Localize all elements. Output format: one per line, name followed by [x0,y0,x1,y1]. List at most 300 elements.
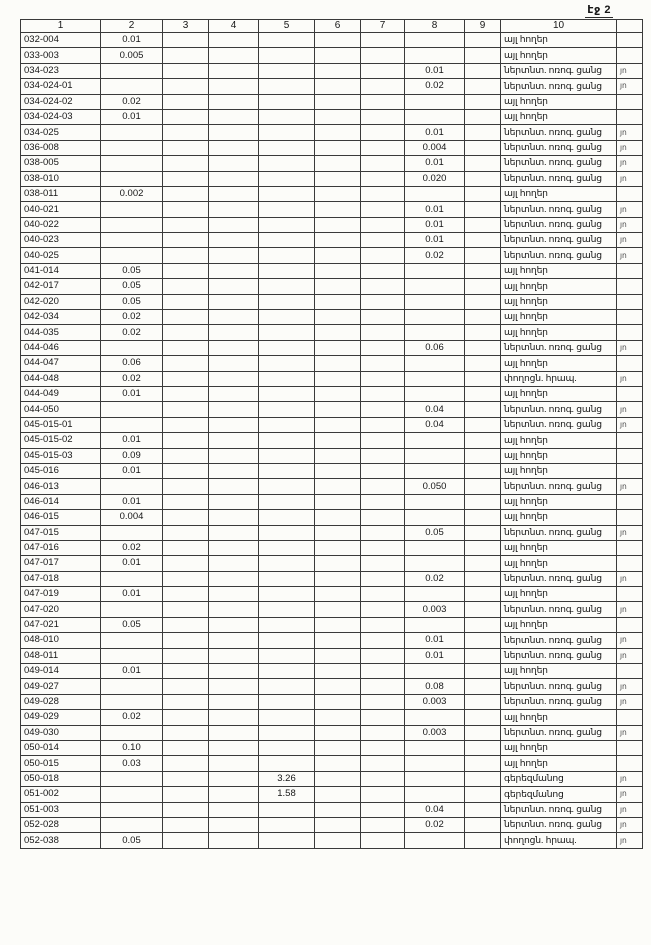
area-col5-cell [259,371,315,386]
area-col8-cell [405,740,465,755]
area-col2-cell: 0.06 [101,356,163,371]
area-col2-cell [101,817,163,832]
area-col5-cell [259,263,315,278]
area-col8-cell [405,617,465,632]
col7-cell [361,79,405,94]
area-col2-cell: 0.01 [101,386,163,401]
parcel-code-cell: 045-015-03 [21,448,101,463]
landuse-label-cell: ներտնտ. ոռոգ. ցանց [501,725,617,740]
area-col5-cell [259,48,315,63]
area-col5-cell [259,294,315,309]
area-col8-cell: 0.01 [405,633,465,648]
area-col5-cell [259,33,315,48]
parcel-code-cell: 032-004 [21,33,101,48]
col6-cell [315,633,361,648]
col4-cell [209,171,259,186]
parcel-code-cell: 046-015 [21,510,101,525]
col3-cell [163,633,209,648]
col9-cell [465,310,501,325]
col6-cell [315,664,361,679]
landuse-label-cell: ներտնտ. ոռոգ. ցանց [501,217,617,232]
table-row [21,463,643,478]
margin-note [617,263,643,278]
margin-note: յո [617,679,643,694]
col4-cell [209,540,259,555]
area-col2-cell: 0.01 [101,433,163,448]
area-col2-cell: 0.01 [101,664,163,679]
col4-cell [209,63,259,78]
parcel-code-cell: 050-015 [21,756,101,771]
area-col8-cell [405,833,465,848]
area-col5-cell [259,63,315,78]
parcel-code-cell: 034-025 [21,125,101,140]
table-row [21,248,643,263]
col9-cell [465,494,501,509]
area-col2-cell: 0.03 [101,756,163,771]
parcel-code-cell: 040-025 [21,248,101,263]
landuse-label-cell: այլ հողեր [501,48,617,63]
parcel-code-cell: 042-020 [21,294,101,309]
col6-cell [315,109,361,124]
landuse-label-cell: այլ հողեր [501,587,617,602]
area-col5-cell [259,648,315,663]
area-col8-cell: 0.02 [405,79,465,94]
col7-cell [361,463,405,478]
col6-cell [315,294,361,309]
col6-cell [315,248,361,263]
area-col2-cell: 0.01 [101,463,163,478]
parcel-code-cell: 044-048 [21,371,101,386]
col9-cell [465,48,501,63]
table-row [21,771,643,786]
margin-note [617,33,643,48]
area-col5-cell [259,740,315,755]
col9-cell [465,248,501,263]
col3-cell [163,233,209,248]
col9-cell [465,510,501,525]
area-col5-cell [259,756,315,771]
area-col5-cell [259,433,315,448]
col4-cell [209,233,259,248]
parcel-code-cell: 044-049 [21,386,101,401]
area-col8-cell: 0.04 [405,402,465,417]
landuse-label-cell: այլ հողեր [501,448,617,463]
col9-cell [465,540,501,555]
area-col2-cell: 0.005 [101,48,163,63]
col9-cell [465,294,501,309]
col9-cell [465,648,501,663]
margin-note: յո [617,248,643,263]
area-col2-cell [101,217,163,232]
area-col2-cell: 0.02 [101,710,163,725]
parcel-code-cell: 044-050 [21,402,101,417]
parcel-code-cell: 041-014 [21,263,101,278]
col9-cell [465,263,501,278]
col9-cell [465,202,501,217]
col4-cell [209,802,259,817]
area-col8-cell: 0.05 [405,525,465,540]
table-row [21,617,643,632]
landuse-label-cell: ներտնտ. ոռոգ. ցանց [501,571,617,586]
table-row [21,479,643,494]
col3-cell [163,602,209,617]
col7-cell [361,340,405,355]
col6-cell [315,125,361,140]
table-row [21,202,643,217]
col7-cell [361,617,405,632]
col4-cell [209,525,259,540]
col7-cell [361,571,405,586]
area-col8-cell [405,664,465,679]
col7-cell [361,371,405,386]
area-col8-cell: 0.050 [405,479,465,494]
table-row [21,279,643,294]
area-col2-cell: 0.01 [101,33,163,48]
area-col8-cell [405,310,465,325]
parcel-code-cell: 047-016 [21,540,101,555]
col6-cell [315,602,361,617]
col6-cell [315,417,361,432]
col7-cell [361,740,405,755]
col3-cell [163,664,209,679]
area-col2-cell [101,340,163,355]
col6-cell [315,787,361,802]
col7-cell [361,263,405,278]
area-col5-cell [259,109,315,124]
landuse-label-cell: ներտնտ. ոռոգ. ցանց [501,479,617,494]
table-row [21,571,643,586]
col7-cell [361,694,405,709]
landuse-label-cell: ներտնտ. ոռոգ. ցանց [501,125,617,140]
col3-cell [163,479,209,494]
area-col2-cell: 0.05 [101,833,163,848]
col6-cell [315,156,361,171]
col6-cell [315,571,361,586]
col4-cell [209,402,259,417]
col4-cell [209,217,259,232]
col4-cell [209,771,259,786]
column-header: 7 [361,20,405,33]
margin-note [617,540,643,555]
col6-cell [315,325,361,340]
col4-cell [209,602,259,617]
col9-cell [465,402,501,417]
landuse-label-cell: այլ հողեր [501,540,617,555]
area-col5-cell [259,140,315,155]
col4-cell [209,48,259,63]
col7-cell [361,248,405,263]
col7-cell [361,310,405,325]
area-col5-cell [259,248,315,263]
area-col5-cell [259,571,315,586]
area-col8-cell: 0.003 [405,694,465,709]
col3-cell [163,294,209,309]
parcel-code-cell: 034-023 [21,63,101,78]
col6-cell [315,679,361,694]
landuse-label-cell: այլ հողեր [501,186,617,201]
table-row [21,710,643,725]
col3-cell [163,571,209,586]
col9-cell [465,602,501,617]
col3-cell [163,433,209,448]
col7-cell [361,94,405,109]
col4-cell [209,202,259,217]
area-col5-cell [259,510,315,525]
col4-cell [209,94,259,109]
margin-header-spacer [617,20,643,33]
table-row [21,817,643,832]
area-col2-cell [101,602,163,617]
area-col2-cell: 0.01 [101,587,163,602]
margin-note: յո [617,817,643,832]
table-row [21,725,643,740]
table-row [21,556,643,571]
area-col5-cell [259,94,315,109]
col4-cell [209,263,259,278]
col7-cell [361,525,405,540]
col3-cell [163,263,209,278]
landuse-label-cell: այլ հողեր [501,740,617,755]
col7-cell [361,802,405,817]
area-col8-cell: 0.02 [405,248,465,263]
col9-cell [465,802,501,817]
col7-cell [361,648,405,663]
area-col2-cell: 0.10 [101,740,163,755]
col4-cell [209,248,259,263]
parcel-code-cell: 050-014 [21,740,101,755]
margin-note: յո [617,233,643,248]
table-row [21,263,643,278]
area-col5-cell [259,386,315,401]
area-col5-cell [259,540,315,555]
col9-cell [465,463,501,478]
column-header: 10 [501,20,617,33]
col6-cell [315,479,361,494]
landuse-label-cell: այլ հողեր [501,433,617,448]
landuse-label-cell: այլ հողեր [501,386,617,401]
table-row [21,356,643,371]
col6-cell [315,233,361,248]
table-row [21,125,643,140]
col9-cell [465,79,501,94]
area-col5-cell [259,356,315,371]
area-col8-cell: 0.004 [405,140,465,155]
table-row [21,833,643,848]
margin-note [617,48,643,63]
page-number-label: էջ 2 [587,4,611,16]
col7-cell [361,140,405,155]
area-col5-cell [259,125,315,140]
margin-note [617,448,643,463]
area-col8-cell: 0.003 [405,725,465,740]
col4-cell [209,417,259,432]
area-col8-cell: 0.04 [405,802,465,817]
col4-cell [209,817,259,832]
area-col8-cell [405,294,465,309]
parcel-code-cell: 042-034 [21,310,101,325]
col9-cell [465,525,501,540]
landuse-label-cell: ներտնտ. ոռոգ. ցանց [501,79,617,94]
col9-cell [465,279,501,294]
col7-cell [361,817,405,832]
table-row [21,79,643,94]
col9-cell [465,433,501,448]
table-row [21,756,643,771]
area-col5-cell [259,186,315,201]
table-row [21,63,643,78]
col3-cell [163,679,209,694]
col6-cell [315,140,361,155]
col7-cell [361,63,405,78]
margin-note [617,510,643,525]
margin-note: յո [617,217,643,232]
table-row [21,417,643,432]
col7-cell [361,664,405,679]
col7-cell [361,602,405,617]
margin-note: յո [617,417,643,432]
table-row [21,679,643,694]
table-row [21,648,643,663]
col9-cell [465,694,501,709]
margin-note: յո [617,571,643,586]
area-col8-cell: 0.01 [405,648,465,663]
landuse-label-cell: ներտնտ. ոռոգ. ցանց [501,817,617,832]
parcel-code-cell: 036-008 [21,140,101,155]
parcel-code-cell: 044-047 [21,356,101,371]
margin-note [617,325,643,340]
col9-cell [465,617,501,632]
margin-note [617,740,643,755]
col3-cell [163,802,209,817]
col6-cell [315,802,361,817]
landuse-label-cell: ներտնտ. ոռոգ. ցանց [501,140,617,155]
col7-cell [361,587,405,602]
col3-cell [163,202,209,217]
col6-cell [315,510,361,525]
parcel-code-cell: 044-046 [21,340,101,355]
col6-cell [315,371,361,386]
table-row [21,310,643,325]
area-col2-cell [101,171,163,186]
col6-cell [315,448,361,463]
margin-note [617,617,643,632]
column-header: 5 [259,20,315,33]
margin-note: յո [617,156,643,171]
col9-cell [465,833,501,848]
landuse-label-cell: այլ հողեր [501,325,617,340]
column-header: 1 [21,20,101,33]
col7-cell [361,479,405,494]
margin-note [617,556,643,571]
table-row [21,402,643,417]
col3-cell [163,48,209,63]
margin-note [617,186,643,201]
area-col8-cell [405,371,465,386]
col6-cell [315,186,361,201]
col7-cell [361,540,405,555]
landuse-label-cell: այլ հողեր [501,510,617,525]
col4-cell [209,156,259,171]
col9-cell [465,787,501,802]
col3-cell [163,740,209,755]
parcel-code-cell: 047-015 [21,525,101,540]
parcel-code-cell: 051-003 [21,802,101,817]
area-col5-cell [259,463,315,478]
table-row [21,587,643,602]
col7-cell [361,279,405,294]
col6-cell [315,202,361,217]
parcel-code-cell: 049-030 [21,725,101,740]
area-col5-cell [259,802,315,817]
landuse-label-cell: ներտնտ. ոռոգ. ցանց [501,802,617,817]
col9-cell [465,340,501,355]
parcel-code-cell: 045-015-01 [21,417,101,432]
table-row [21,156,643,171]
landuse-label-cell: ներտնտ. ոռոգ. ցանց [501,648,617,663]
parcel-code-cell: 046-013 [21,479,101,494]
col3-cell [163,587,209,602]
col7-cell [361,448,405,463]
col3-cell [163,402,209,417]
landuse-label-cell: այլ հողեր [501,664,617,679]
col3-cell [163,617,209,632]
col3-cell [163,310,209,325]
table-row [21,433,643,448]
area-col8-cell [405,510,465,525]
area-col5-cell [259,633,315,648]
col3-cell [163,771,209,786]
col9-cell [465,633,501,648]
table-row [21,325,643,340]
col6-cell [315,33,361,48]
col3-cell [163,109,209,124]
col6-cell [315,556,361,571]
col7-cell [361,356,405,371]
area-col2-cell [101,417,163,432]
margin-note: յո [617,402,643,417]
margin-note: յո [617,648,643,663]
col4-cell [209,710,259,725]
margin-note: յո [617,725,643,740]
margin-note [617,356,643,371]
col3-cell [163,63,209,78]
landuse-label-cell: այլ հողեր [501,33,617,48]
col3-cell [163,494,209,509]
area-col5-cell [259,833,315,848]
table-row [21,140,643,155]
area-col8-cell: 0.01 [405,233,465,248]
col3-cell [163,340,209,355]
col9-cell [465,417,501,432]
area-col5-cell [259,402,315,417]
table-row [21,740,643,755]
parcel-code-cell: 049-028 [21,694,101,709]
col4-cell [209,356,259,371]
area-col2-cell [101,525,163,540]
parcel-code-cell: 034-024-03 [21,109,101,124]
col3-cell [163,510,209,525]
col9-cell [465,740,501,755]
area-col5-cell [259,556,315,571]
area-col8-cell: 0.01 [405,202,465,217]
area-col5-cell [259,171,315,186]
parcel-code-cell: 052-028 [21,817,101,832]
margin-note [617,494,643,509]
col3-cell [163,248,209,263]
landuse-label-cell: այլ հողեր [501,294,617,309]
table-row [21,371,643,386]
col6-cell [315,587,361,602]
